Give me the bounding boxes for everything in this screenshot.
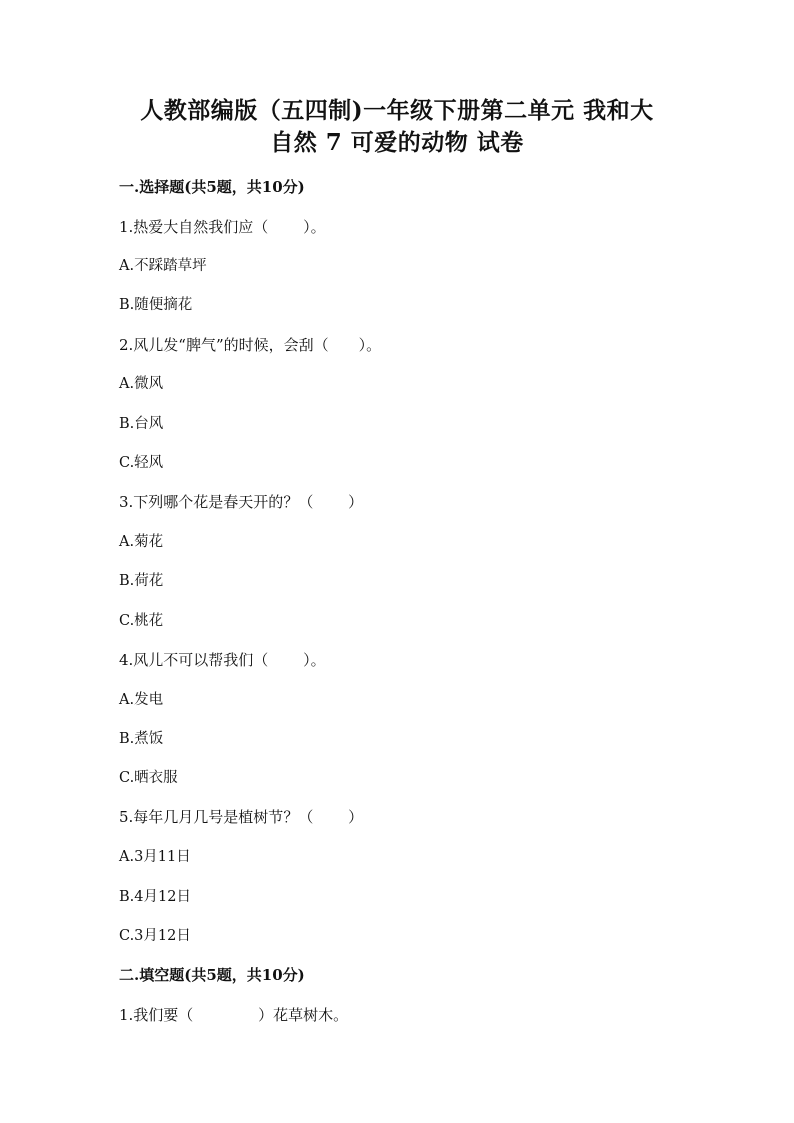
question-3: 3.下列哪个花是春天开的？（ ） bbox=[119, 493, 364, 511]
question-2-option-a: A.微风 bbox=[119, 376, 164, 392]
question-4-option-b: B.煮饭 bbox=[119, 731, 164, 747]
question-5: 5.每年几月几号是植树节？（ ） bbox=[119, 808, 364, 826]
question-2-option-c: C.轻风 bbox=[119, 455, 164, 471]
question-2-option-b: B.台风 bbox=[119, 416, 164, 432]
page-title-line-2: 自然 7 可爱的动物 试卷 bbox=[270, 129, 524, 156]
question-5-option-c: C.3月12日 bbox=[119, 928, 191, 944]
question-3-option-a: A.菊花 bbox=[119, 534, 164, 550]
question-5-option-a: A.3月11日 bbox=[119, 849, 191, 865]
question-4-option-a: A.发电 bbox=[119, 692, 164, 708]
section-heading-fill-blank: 二.填空题(共5题，共10分) bbox=[119, 966, 305, 984]
question-1: 1.热爱大自然我们应（ ）。 bbox=[119, 218, 326, 236]
question-2: 2.风儿发“脾气”的时候，会刮（ ）。 bbox=[119, 336, 382, 354]
question-3-option-b: B.荷花 bbox=[119, 573, 164, 589]
section-heading-choice: 一.选择题(共5题，共10分) bbox=[119, 178, 305, 196]
page-title-line-1: 人教部编版（五四制)一年级下册第二单元 我和大 bbox=[140, 97, 654, 124]
question-4-option-c: C.晒衣服 bbox=[119, 770, 178, 786]
question-1-option-a: A.不踩踏草坪 bbox=[119, 258, 207, 274]
fill-question-1: 1.我们要（ ）花草树木。 bbox=[119, 1006, 349, 1024]
question-4: 4.风儿不可以帮我们（ ）。 bbox=[119, 651, 326, 669]
question-1-option-b: B.随便摘花 bbox=[119, 297, 193, 313]
question-3-option-c: C.桃花 bbox=[119, 613, 164, 629]
question-5-option-b: B.4月12日 bbox=[119, 889, 191, 905]
